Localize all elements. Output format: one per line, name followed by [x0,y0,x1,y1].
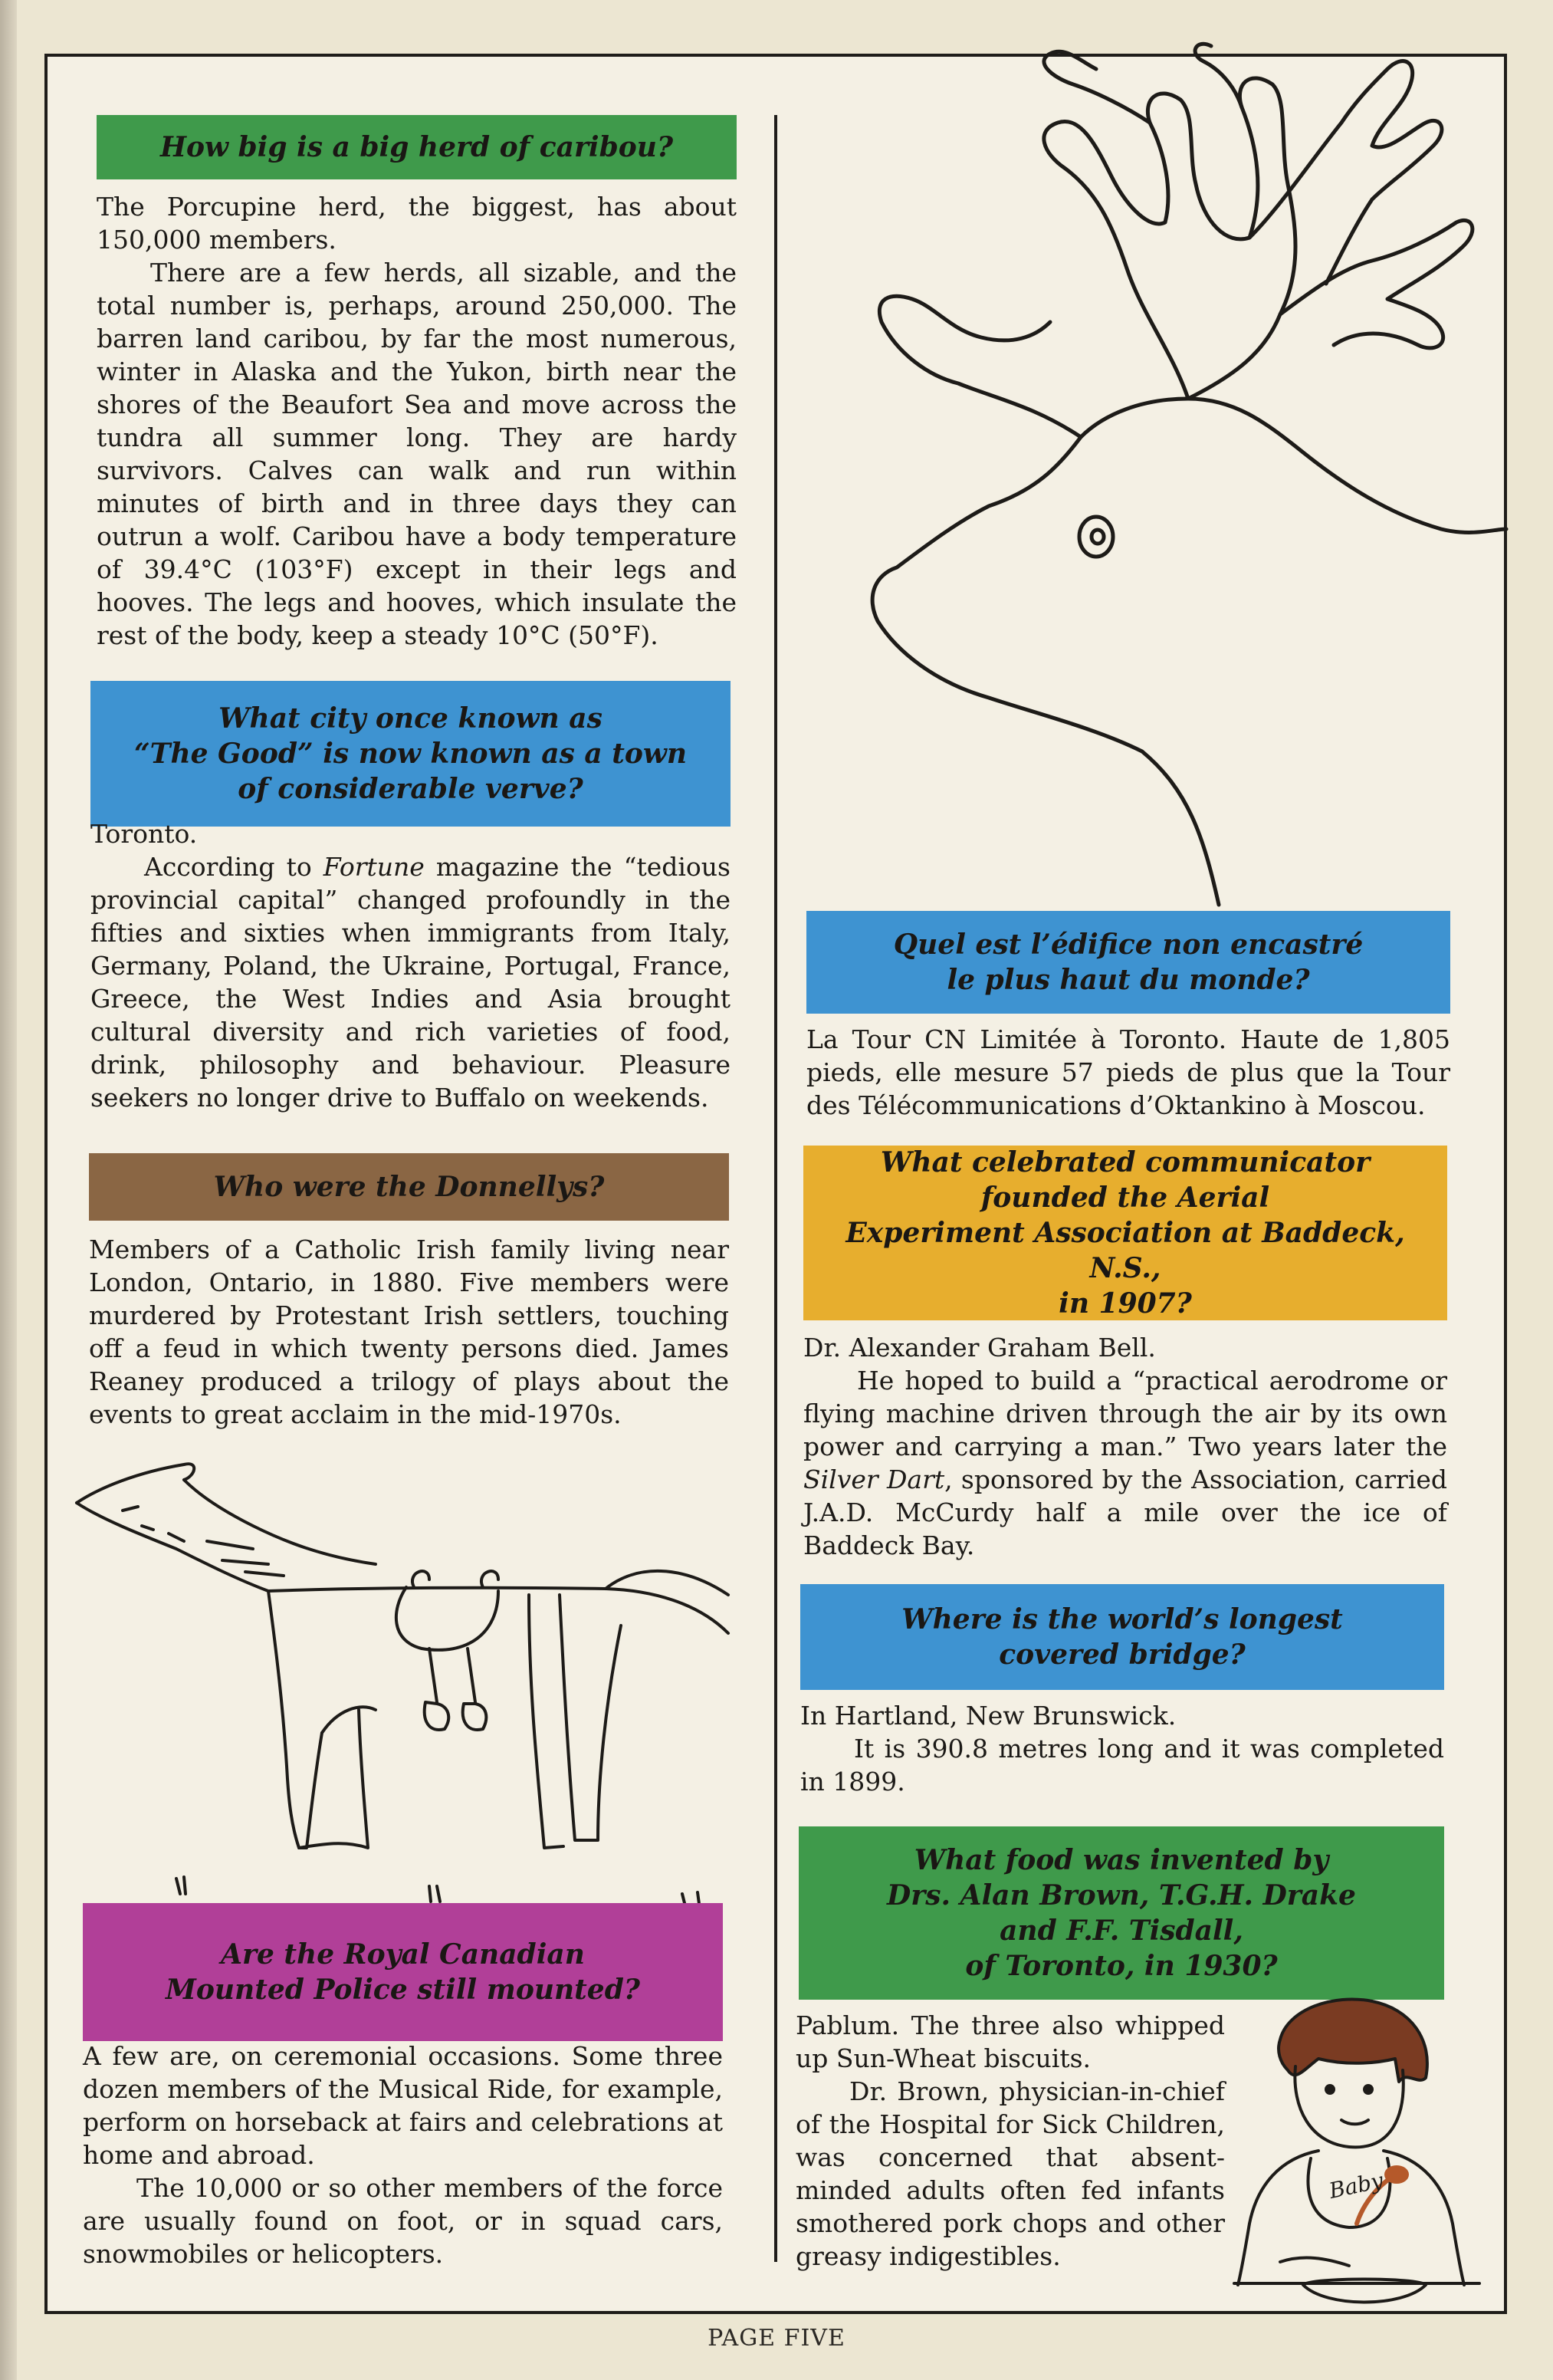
answer-caribou-p1: The Porcupine herd, the biggest, has about 150,000 members. [97,192,737,255]
answer-covered-bridge [800,1699,1444,1798]
answer-pablum-p1: Pablum. The three also whipped up Sun-Wheat biscuits. [796,2010,1225,2073]
question-donnellys: Who were the Donnellys? [89,1153,729,1221]
question-cn-tower-fr: Quel est l’édifice non encastré le plus haut du monde? [806,911,1450,1014]
horse-drawing [69,1457,744,1917]
baby-drawing [1234,1994,1479,2316]
answer-pablum [796,2009,1225,2273]
baby-bib-text: Baby [1326,2167,1386,2204]
magazine-title: Fortune [323,852,425,882]
answer-cn-tower-p1: La Tour CN Limitée à Toronto. Haute de 1,805 pieds, elle mesure 57 pieds de plus que la Tour des Télécommunications d’Oktankino à Moscou. [806,1024,1450,1120]
answer-rcmp-p2: The 10,000 or so other members of the force are usually found on foot, or in squad cars, snowmobiles or helicopters. [83,2173,723,2269]
answer-bridge-p1: In Hartland, New Brunswick. [800,1701,1177,1731]
question-covered-bridge: Where is the world’s longest covered bridge? [800,1584,1444,1690]
answer-aerial-p2: He hoped to build a “practical aerodrome or flying machine driven through the air by its own power and carrying a man.” Two years later the Silver Dart, sponsored by the Association, carried J.A.D. McCurdy half a mile over the ice of Baddeck Bay. [803,1366,1447,1560]
answer-cn-tower-fr [806,1023,1450,1122]
answer-aerial-p1: Dr. Alexander Graham Bell. [803,1333,1156,1363]
answer-caribou-herd [97,190,737,652]
answer-aerial-experiment [803,1331,1447,1562]
question-toronto: What city once known as “The Good” is now known as a town of considerable verve? [90,681,731,827]
answer-donnellys [89,1233,729,1431]
answer-pablum-p2: Dr. Brown, physician-in-chief of the Hospital for Sick Children, was concerned that absent-minded adults often fed infants smothered pork chops and other greasy indigestibles. [796,2076,1225,2271]
answer-rcmp-p1: A few are, on ceremonial occasions. Some three dozen members of the Musical Ride, for example, perform on horseback at fairs and celebrations at home and abroad. [83,2041,723,2170]
question-aerial-experiment: What celebrated communicator founded the Aerial Experiment Association at Baddeck, N.S., in 1907? [803,1146,1447,1320]
question-pablum: What food was invented by Drs. Alan Brown, T.G.H. Drake and F.F. Tisdall, of Toronto, in 1930? [799,1826,1444,2000]
column-divider [774,115,777,2262]
question-caribou-herd: How big is a big herd of caribou? [97,115,737,179]
answer-caribou-p2: There are a few herds, all sizable, and the total number is, perhaps, around 250,000. The barren land caribou, by far the most numerous, winter in Alaska and the Yukon, birth near the shores of the Beaufort Sea and move across the tundra all summer long. They are hardy survivors. Calves can walk and run within minutes of birth and in three days they can outrun a wolf. Caribou have a body temperature of 39.4°C (103°F) except in their legs and hooves. The legs and hooves, which insulate the rest of the body, keep a steady 10°C (50°F). [97,258,737,650]
answer-bridge-p2: It is 390.8 metres long and it was completed in 1899. [800,1734,1444,1797]
page-footer: PAGE FIVE [708,2325,845,2352]
answer-donnellys-p1: Members of a Catholic Irish family living near London, Ontario, in 1880. Five members were murdered by Protestant Irish settlers, touching off a feud in which twenty persons died. James Reaney produced a trilogy of plays about the events to great acclaim in the mid-1970s. [89,1234,729,1429]
silver-dart-name: Silver Dart [803,1464,945,1494]
answer-rcmp [83,2040,723,2270]
answer-toronto-p1: Toronto. [90,819,198,849]
answer-toronto-p2: According to Fortune magazine the “tedious provincial capital” changed profoundly in the fifties and sixties when immigrants from Italy, Germany, Poland, the Ukraine, Portugal, France, Greece, the West Indies and Asia brought cultural diversity and rich varieties of food, drink, philosophy and behaviour. Pleasure seekers no longer drive to Buffalo on weekends. [90,852,731,1113]
page-edge [0,0,17,2380]
caribou-drawing [805,38,1506,905]
question-rcmp: Are the Royal Canadian Mounted Police still mounted? [83,1903,723,2041]
answer-toronto [90,817,731,1114]
